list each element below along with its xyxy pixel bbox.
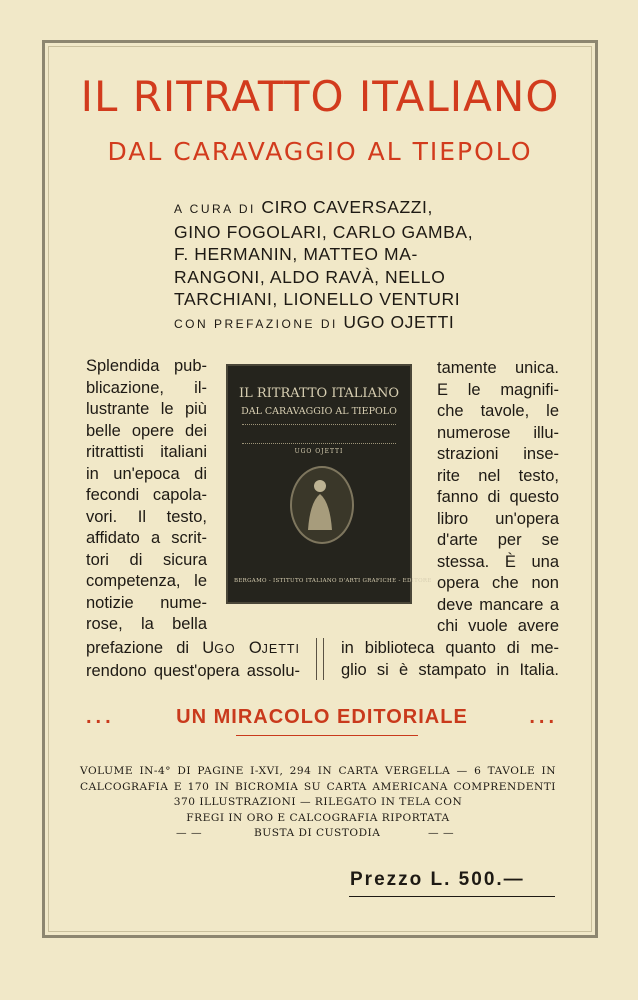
specs-line: FREGI IN ORO E CALCOGRAFIA RIPORTATA bbox=[186, 811, 450, 824]
text-line: vori. Il testo, bbox=[86, 507, 207, 526]
text-line: strazioni inse- bbox=[437, 445, 559, 463]
text-line: tamente unica. bbox=[437, 359, 559, 377]
banner-dots-left: ... bbox=[86, 706, 115, 728]
credits-line-1: A CURA DI CIRO CAVERSAZZI, bbox=[174, 197, 433, 217]
text-line: libro un'opera bbox=[437, 509, 559, 528]
description-bottom-right bbox=[341, 638, 559, 681]
description-bottom-left bbox=[86, 638, 300, 682]
credits-line-4: RANGONI, ALDO RAVÀ, NELLO bbox=[174, 266, 446, 287]
price-underline bbox=[349, 896, 555, 897]
text-line: Splendida pub- bbox=[86, 357, 207, 375]
text-line: che tavole, le bbox=[437, 402, 559, 420]
text-line: tori di sicura bbox=[86, 550, 207, 569]
specs-dash-left: — — bbox=[176, 827, 203, 839]
text-line: belle opere dei bbox=[86, 421, 207, 440]
volume-specs bbox=[80, 764, 556, 842]
text-line: notizie nume- bbox=[86, 593, 207, 612]
text-line: in un'epoca di bbox=[86, 464, 207, 483]
book-cover-title: IL RITRATTO ITALIANO bbox=[238, 386, 399, 401]
specs-line: VOLUME IN-4° DI PAGINE I-XVI, 294 IN CARTA VERGELLA — 6 TAVOLE IN bbox=[80, 765, 556, 777]
page-title: IL RITRATTO ITALIANO bbox=[80, 72, 560, 121]
banner-underline bbox=[236, 735, 418, 736]
specs-line: CALCOGRAFIA E 170 IN BICROMIA SU CARTA AMERICANA COMPRENDENTI bbox=[80, 780, 556, 793]
credits-line-5: TARCHIANI, LIONELLO VENTURI bbox=[174, 289, 461, 309]
text-line: blicazione, il- bbox=[86, 378, 207, 397]
book-cover-publisher: BERGAMO - ISTITUTO ITALIANO D'ARTI GRAFICHE - EDITORE bbox=[234, 578, 432, 584]
text-line: prefazione di UGO OJETTI bbox=[86, 639, 301, 657]
text-line: d'arte per se bbox=[437, 531, 559, 549]
text-line: rendono quest'opera assolu- bbox=[86, 661, 300, 680]
text-line: fecondi capola- bbox=[86, 486, 207, 504]
banner-text: UN MIRACOLO EDITORIALE bbox=[176, 706, 468, 728]
book-cover-subtitle: DAL CARAVAGGIO AL TIEPOLO bbox=[241, 406, 397, 417]
text-line: competenza, le bbox=[86, 572, 207, 590]
text-line: stessa. È una bbox=[437, 552, 559, 571]
credits-preface: CON PREFAZIONE DI UGO OJETTI bbox=[174, 311, 455, 332]
text-line: in biblioteca quanto di me- bbox=[341, 639, 559, 657]
text-line: chi vuole avere bbox=[437, 617, 559, 635]
text-line: rose, la bella bbox=[86, 615, 207, 633]
text-line: ritrattisti italiani bbox=[86, 443, 207, 461]
description-right-column bbox=[437, 358, 559, 638]
portrait-figure-icon bbox=[292, 468, 348, 538]
book-cover-editor: UGO OJETTI bbox=[294, 448, 344, 455]
text-line: lustrante le più bbox=[86, 400, 207, 418]
banner-dots-right: ... bbox=[529, 706, 558, 728]
text-line: affidato a scrit- bbox=[86, 529, 207, 547]
text-line: deve mancare a bbox=[437, 595, 559, 614]
specs-custodia: BUSTA DI CUSTODIA bbox=[254, 827, 381, 839]
specs-line: 370 ILLUSTRAZIONI — RILEGATO IN TELA CON bbox=[173, 796, 463, 808]
price-label: Prezzo L. 500.— bbox=[350, 869, 525, 890]
text-line: fanno di questo bbox=[437, 488, 559, 506]
description-left-column bbox=[86, 356, 207, 636]
specs-line bbox=[80, 826, 556, 842]
text-line: glio si è stampato in Italia. bbox=[341, 660, 559, 679]
text-line: opera che non bbox=[437, 574, 559, 592]
column-divider bbox=[316, 638, 324, 680]
credits-block bbox=[174, 196, 564, 335]
editorial-banner bbox=[86, 704, 558, 734]
credits-line-3: F. HERMANIN, MATTEO MA- bbox=[174, 244, 418, 264]
specs-dash-right: — — bbox=[428, 827, 455, 839]
credits-line-2: GINO FOGOLARI, CARLO GAMBA, bbox=[174, 221, 474, 242]
text-line: numerose illu- bbox=[437, 423, 559, 442]
page-subtitle: DAL CARAVAGGIO AL TIEPOLO bbox=[107, 137, 533, 166]
text-line: E le magnifi- bbox=[437, 380, 559, 399]
portrait-oval-icon bbox=[290, 466, 354, 544]
book-cover-image bbox=[226, 364, 432, 604]
text-line: rite nel testo, bbox=[437, 466, 559, 485]
book-cover-fine-print bbox=[242, 424, 396, 444]
